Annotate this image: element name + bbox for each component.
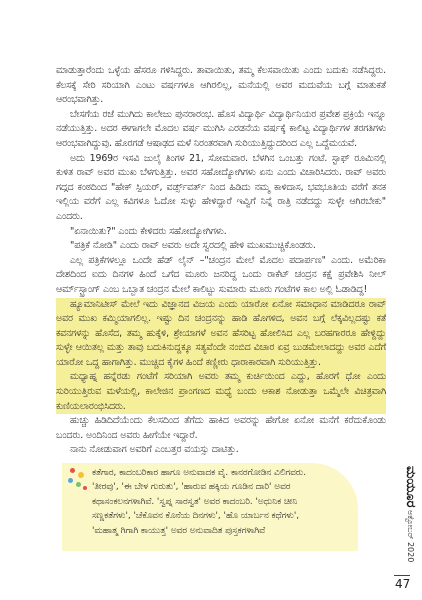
magazine-logo: ಮಯೂರ xyxy=(403,466,418,508)
bio-line: 'ಮಹಾತ್ಮ ಗಿಗಾಗಿ ಕಾಯುತ್ತ' ಅವರ ಅನುವಾದಿತ ಪುಸ್ತಕಗಳಾಗಿವೆ xyxy=(92,525,266,536)
paragraph: "ಏನಾಯಿತು?" ಎಂದು ಕೇಳಿದರು ಸಹೋದ್ಯೋಗಿಗಳು. xyxy=(70,225,227,237)
red-dot-icon xyxy=(83,486,87,490)
article-body xyxy=(56,64,386,458)
author-bio xyxy=(92,466,352,538)
issue-date: ಅಕ್ಟೋಬರ್ 2020 xyxy=(406,510,415,563)
page-number: 47 xyxy=(395,577,411,591)
highlighted-paragraph: ಮಧ್ಯಾಹ್ನ ಹನ್ನೆರಡು ಗಂಟೆಗೆ ಸರಿಯಾಗಿ ಅವರು ತಮ್ಮ ಕುರ್ಚಿಯಿಂದ ಎದ್ದು, ಹೊರಗೆ ಧೋ ಎಂದು ಸುರಿಯುತ್ತಿರುವ ಮಳೆಯಲ್ಲಿ, ಕಾಲೇಜಿನ ಪ್ರಾಂಗಣದ ಮಧ್ಯೆ ಬಂದು ಆಕಾಶ ನೋಡುತ್ತಾ ಒಮ್ಮೆಲೇ ವಿಚಿತ್ರವಾಗಿ ಕುಣಿಯಲಾರಂಭಿಸಿದರು. xyxy=(56,370,386,414)
paragraph: ಹುಚ್ಚು ಹಿಡಿದಿದೆಯೆಂದು ಕೆಲಸದಿಂದ ತೆಗೆದು ಹಾಕಿದ ಅವರನ್ನು ಹೇಗೋ ಏನೋ ಮನೆಗೆ ಕರೆದುಕೊಂಡು ಬಂದರು. ಅಂದಿನಿಂದ ಅವರು ಹೀಗೆಯೇ ಇದ್ದಾರೆ. xyxy=(56,415,386,441)
paragraph: ಬೇಸಗೆಯ ರಜೆ ಮುಗಿದು ಕಾಲೇಜು ಪುನರಾರಂಭ. ಹೊಸ ವಿದ್ಯಾರ್ಥಿ ವಿದ್ಯಾರ್ಥಿನಿಯರ ಪ್ರವೇಶ ಪ್ರಕ್ರಿಯೆ ಇನ್ನೂ ನಡೆಯುತ್ತಿತ್ತು. ಅದರ ಈಗಾಗಲೇ ಮೊದಲ ವರ್ಷ ಮುಗಿಸಿ ಎರಡನೆಯ ವರ್ಷಕ್ಕೆ ಕಾಲಿಟ್ಟ ವಿದ್ಯಾರ್ಥಿಗಳ ತರಗತಿಗಳು ಆರಂಭವಾಗಿದ್ದುವು. ಹೊರಗಡೆ ಆಷಾಢದ ಮಳೆ ನಿರಂತರವಾಗಿ ಸುರಿಯುತ್ತಿದ್ದುದರಿಂದ ಎಲ್ಲ ಒದ್ದೆಮಯವೆ. xyxy=(56,108,386,149)
bio-line: ಕಥಾಸಂಕಲನಗಳಾಗಿವೆ. 'ಸ್ವಪ್ನ ಸಾರಸ್ವತ' ಅವರ ಕಾದಂಬರಿ. 'ಅಧುನಿಕ ಚೀನಿ xyxy=(92,496,298,507)
blue-dot-icon xyxy=(68,478,73,483)
paragraph: ಮಾಡುತ್ತಾರೆಂದು ಒಳ್ಳೆಯ ಹೆಸರೂ ಗಳಿಸಿದ್ದರು. ತಾವಾಯಿತು, ತಮ್ಮ ಕೆಲಸವಾಯಿತು ಎಂದು ಬದುಕು ನಡೆಸಿದ್ದರು. ಕೆಲಸಕ್ಕೆ ಸೇರಿ ಸರಿಯಾಗಿ ಎಂಟು ವರ್ಷಗಳೂ ಆಗಿರಲಿಲ್ಲ, ಮನೆಯಲ್ಲಿ ಅವರ ಮದುವೆಯ ಬಗ್ಗೆ ಮಾತುಕತೆ ಆರಂಭವಾಗಿತ್ತು. xyxy=(56,65,386,106)
paragraph: "ಪತ್ರಿಕೆ ನೋಡಿ" ಎಂದು ರಾವ್ ಅವರು ಅದೇ ಸ್ವರದಲ್ಲಿ ಹೇಳಿ ಮುಖಮುಚ್ಚಿಕೊಂಡರು. xyxy=(70,240,316,252)
decorative-dots xyxy=(66,468,90,498)
page-number-rule xyxy=(394,575,410,576)
highlighted-paragraph: ಹ್ಯೂಮಾನಿಟೀಸ್ ಮೇಲೆ ಇದು ವಿಜ್ಞಾನದ ವಿಜಯ ಎಂದು ಯಾರೋ ಏನೋ ಸಮಾಧಾನ ಮಾಡಿದರೂ ರಾವ್ ಅವರ ಮುಖ ಕಮ್ಮಿಯಾಗಲಿಲ್ಲ. ಇಷ್ಟು ದಿನ ಚಂದ್ರನನ್ನು ಹಾಡಿ ಹೊಗಳಿದ, ಅವನ ಬಗ್ಗೆ ಲೆಕ್ಕವಿಲ್ಲದಷ್ಟು ಕತೆ ಕವನಗಳನ್ನು ಹೊಸೆದ, ತಮ್ಮ ಹುಕ್ಕೆಳಿ, ಶ್ರೇಯಾಗಳೆ ಅವನ ಹೆಸರಿಟ್ಟ ಹೋಲಿಸಿದ ಎಲ್ಲ ಬರಹಗಾರರೂ ಹೇಳ್ದಿದ್ದು ಸುಳ್ಳೇ ಆಯಿತಲ್ಲ ಮತ್ತು ತಾವು ಬದುಕಿನುದ್ದಕ್ಕೂ ಸತ್ಯವೆಂದೇ ನಂಬಿದ ವಿಚಾರ ಏವ್ರ ಬುಡಮೇಲಾದದ್ದು ಅವರ ಎದೆಗೆ ಯಾರೋ ಒದ್ದ ಹಾಗಾಗಿತ್ತು. ಮುಚ್ಚಿದ ಕೈಗಳ ಹಿಂದೆ ಕಣ್ಣೀರು ಧಾರಾಕಾರವಾಗಿ ಸುರಿಯುತ್ತಿತ್ತು. xyxy=(56,298,386,371)
paragraph: ಅದು 1969ರ ಇಸವಿ ಜುಲೈ ತಿಂಗಳ 21, ಸೋಮವಾರ. ಬೆಳಗಿನ ಒಂಬತ್ತು ಗಂಟೆ. ಸ್ಟಾಫ್ ರೂಮಿನಲ್ಲಿ ಕುಳಿತ ರಾವ್ ಅವರ ಮುಖ ಬೆಳಗುತ್ತಿತ್ತು. ಅವರ ಸಹೋದ್ಯೋಗಿಗಳು ಏನು ಎಂದು ವಿಚಾರಿಸಿದರು. ರಾವ್ ಅವರು ಗದ್ಗದ ಕಂಠದಿಂದ "ಹೇಕ್ ಸ್ಪಿಯರ್, ವರ್ಡ್ಸ್‌ವರ್ತ್ ನಿಂದ ಹಿಡಿದು ನಮ್ಮ ಕಾಳಿದಾಸ, ಭವಭೂತಿಯ ವರೆಗೆ ತನಕ ಇಲ್ಲಿಯ ವರೆಗೆ ಎಲ್ಲ ಕವಿಗಳೂ ಓದೋ ಸುಳ್ಳು ಹೇಳಿದ್ದಾರೆ ಇವ್ವಿಗೆ ನಿನ್ನೆ ರಾತ್ರಿ ನಡೆದದ್ದು ಸುಳ್ಳೇ ಆಗಿರಬೇಕು" ಎಂದರು. xyxy=(56,152,386,222)
bio-line: 'ತೀರವು', 'ಈ ಬೇಳ ಗುರುತು', 'ಹಾರುವ ಹಕ್ಕಿಯ ಗೂಡಿನ ದಾರಿ' ಅವರ xyxy=(92,482,291,493)
closing-paragraph: ನಾನು ನೋಡುವಾಗ ಅವರಿಗೆ ಎಂಬತ್ತರ ವಯಸ್ಸು ದಾಟಿತ್ತು. xyxy=(70,444,239,456)
green-dot-icon xyxy=(76,482,81,487)
paragraph: ಎಲ್ಲ ಪತ್ರಿಕೆಗಳಲ್ಲೂ ಒಂದೇ ಹೆಡ್ ಲೈನ್ –"ಚಂದ್ರನ ಮೇಲೆ ಮೊದಲ ಪದಾರ್ಪಣ" ಎಂದು. ಅಮೆರಿಕಾ ದೇಶದಿಂದ ಐದು ದಿನಗಳ ಹಿಂದೆ ಒಗೆದ ಮೂರು ಜನರಿದ್ದ ಒಂದು ರಾಕೆಟ್ ಚಂದ್ರನ ಕಕ್ಷೆ ಪ್ರವೇಶಿಸಿ ನೀಲ್ ಆರ್ಮ್‌ಸ್ಟ್ರಾಂಗ್ ಎಂಬ ಒಬ್ಬಾತ ಚಂದ್ರನ ಮೇಲೆ ಕಾಲಿಟ್ಟು ಸುಮಾರು ಮೂರು ಗಂಟೆಗಳ ಕಾಲ ಅಲ್ಲಿ ಓಡಾಡಿದ್ದ! xyxy=(56,254,386,295)
yellow-dot-icon xyxy=(78,472,84,478)
red-dot-icon xyxy=(70,468,75,473)
bio-line: ಕತೆಗಾರ, ಕಾದಂಬರಿಕಾರ ಹಾಗೂ ಅನುವಾದಕ ವೈ. ಕಾನರಗೋಡಿನ ವಿಲಿಗವರು. xyxy=(92,468,306,478)
bio-line: ಸಣ್ಣಕತೆಗಳು', 'ಚೆಕೊವನ ಕೊನೆಯ ದಿನಗಳು', 'ಹೊ ಯಾರ್ಬನ ಕಥೆಗಳು', xyxy=(92,511,300,522)
